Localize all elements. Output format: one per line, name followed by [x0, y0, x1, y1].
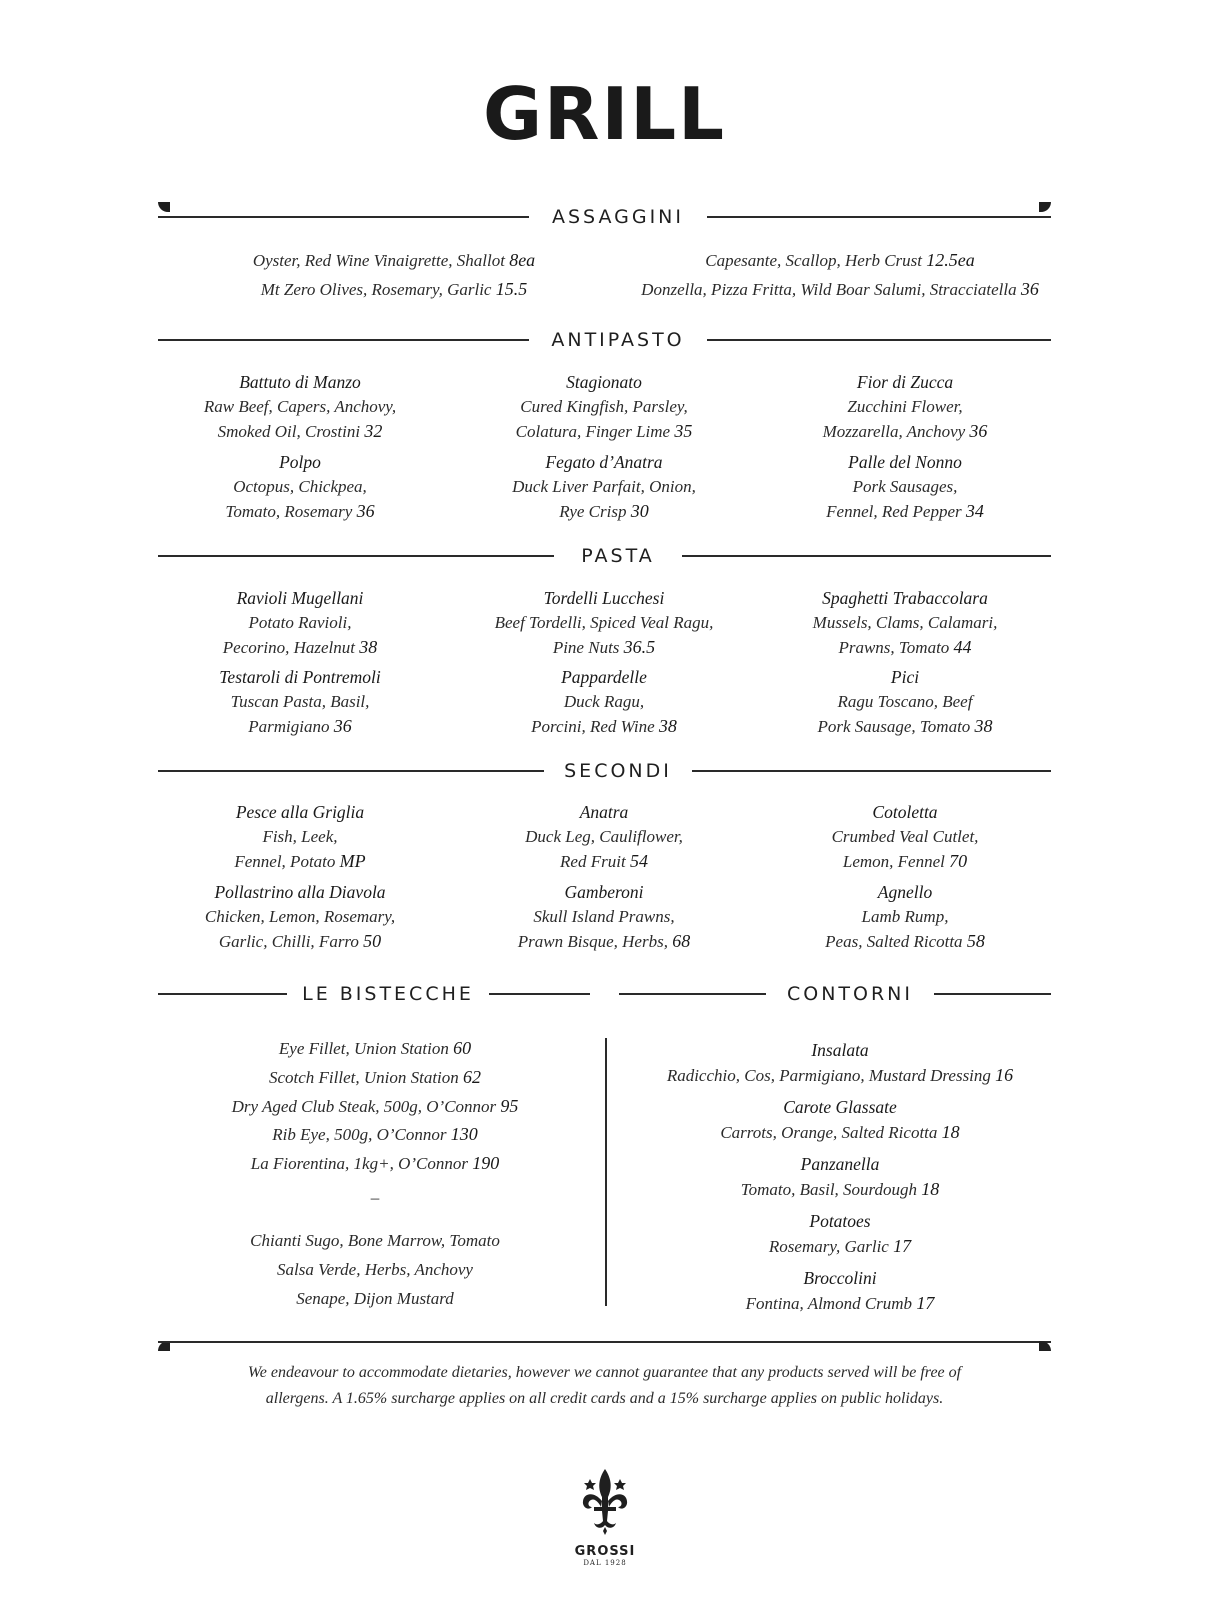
item-desc: Potato Ravioli,	[248, 613, 352, 632]
separator-dash: –	[370, 1188, 380, 1207]
item-desc: Tuscan Pasta, Basil,	[230, 692, 370, 711]
menu-item	[150, 800, 450, 874]
section-heading-bistecche: LE BISTECCHE	[287, 982, 489, 1006]
side-item	[630, 1038, 1050, 1088]
item-desc: Garlic, Chilli, Farro	[218, 932, 359, 951]
item-price: 32	[364, 421, 383, 441]
menu-item	[755, 880, 1055, 954]
item-price: 30	[630, 501, 649, 521]
item-price: 35	[674, 421, 693, 441]
item-desc: Porcini, Red Wine	[531, 717, 655, 736]
section-heading-antipasto: ANTIPASTO	[529, 328, 707, 352]
item-name: Agnello	[877, 882, 933, 902]
item-text: Dry Aged Club Steak, 500g, O’Connor	[231, 1097, 497, 1116]
item-text: Capesante, Scallop, Herb Crust	[705, 251, 922, 270]
item-desc: Fish, Leek,	[262, 827, 338, 846]
item-price: 190	[472, 1153, 500, 1173]
item-text: La Fiorentina, 1kg+, O’Connor	[250, 1154, 468, 1173]
item-desc: Duck Leg, Cauliflower,	[525, 827, 683, 846]
item-desc: Tomato, Basil, Sourdough	[740, 1180, 918, 1199]
footer-note	[200, 1360, 1009, 1412]
item-desc: Rosemary, Garlic	[768, 1237, 889, 1256]
item-name: Pollastrino alla Diavola	[214, 882, 386, 902]
item-desc: Cured Kingfish, Parsley,	[520, 397, 688, 416]
menu-item	[755, 665, 1055, 739]
steak-item	[170, 1094, 580, 1119]
steak-item	[170, 1065, 580, 1090]
item-price: 62	[463, 1067, 482, 1087]
fleur-de-lis-icon	[580, 1467, 630, 1537]
assaggini-item	[184, 277, 604, 302]
item-desc: Pecorino, Hazelnut	[222, 638, 355, 657]
item-desc: Prawns, Tomato	[838, 638, 950, 657]
section-heading-pasta: PASTA	[554, 544, 682, 568]
item-name: Broccolini	[803, 1268, 877, 1288]
item-desc: Octopus, Chickpea,	[233, 477, 367, 496]
item-desc: Parmigiano	[248, 717, 330, 736]
item-price: 36.5	[623, 637, 656, 657]
menu-item	[150, 665, 450, 739]
item-desc: Mozzarella, Anchovy	[822, 422, 966, 441]
item-desc: Duck Ragu,	[563, 692, 645, 711]
item-price: 36	[333, 716, 352, 736]
brand-tagline: DAL 1928	[583, 1559, 627, 1567]
item-desc: Lamb Rump,	[861, 907, 949, 926]
menu-item	[755, 800, 1055, 874]
item-price: 34	[965, 501, 984, 521]
item-name: Fegato d’Anatra	[545, 452, 663, 472]
item-name: Gamberoni	[564, 882, 644, 902]
item-name: Stagionato	[566, 372, 642, 392]
item-name: Testaroli di Pontremoli	[219, 667, 381, 687]
side-item	[630, 1209, 1050, 1259]
item-name: Tordelli Lucchesi	[543, 588, 665, 608]
steak-item	[170, 1122, 580, 1147]
item-desc: Tomato, Rosemary	[225, 502, 353, 521]
item-price: 17	[893, 1236, 912, 1256]
item-desc: Rye Crisp	[559, 502, 627, 521]
item-price: 58	[966, 931, 985, 951]
item-price: MP	[339, 851, 366, 871]
menu-item	[454, 800, 754, 874]
item-price: 130	[450, 1124, 478, 1144]
item-name: Carote Glassate	[783, 1097, 897, 1117]
item-name: Fior di Zucca	[856, 372, 954, 392]
menu-item	[755, 370, 1055, 444]
menu-item	[150, 370, 450, 444]
steak-item	[170, 1036, 580, 1061]
item-desc: Red Fruit	[560, 852, 626, 871]
item-desc: Smoked Oil, Crostini	[217, 422, 361, 441]
item-name: Cotoletta	[872, 802, 938, 822]
item-price: 36	[1020, 279, 1039, 299]
item-desc: Peas, Salted Ricotta	[825, 932, 963, 951]
menu-item	[150, 586, 450, 660]
item-text: Mt Zero Olives, Rosemary, Garlic	[260, 280, 492, 299]
item-name: Battuto di Manzo	[239, 372, 361, 392]
item-name: Ravioli Mugellani	[236, 588, 364, 608]
item-desc: Mussels, Clams, Calamari,	[812, 613, 998, 632]
item-price: 15.5	[495, 279, 528, 299]
item-desc: Skull Island Prawns,	[533, 907, 675, 926]
item-name: Insalata	[811, 1040, 869, 1060]
item-price: 12.5ea	[926, 250, 975, 270]
item-desc: Fennel, Potato	[234, 852, 336, 871]
menu-item	[454, 450, 754, 524]
item-desc: Fontina, Almond Crumb	[745, 1294, 913, 1313]
item-name: Potatoes	[809, 1211, 871, 1231]
item-price: 38	[359, 637, 378, 657]
item-price: 8ea	[509, 250, 536, 270]
side-item	[630, 1266, 1050, 1316]
item-desc: Zucchini Flower,	[847, 397, 963, 416]
item-desc: Pork Sausages,	[852, 477, 958, 496]
section-heading-contorni: CONTORNI	[766, 982, 934, 1006]
item-name: Pappardelle	[561, 667, 647, 687]
column-divider	[605, 1038, 607, 1306]
item-desc: Pine Nuts	[552, 638, 620, 657]
item-price: 54	[629, 851, 648, 871]
menu-item	[454, 586, 754, 660]
footer-line: allergens. A 1.65% surcharge applies on all credit cards and a 15% surcharge applies on public holidays.	[265, 1390, 944, 1407]
sauce-item: Salsa Verde, Herbs, Anchovy	[277, 1260, 473, 1279]
side-item	[630, 1152, 1050, 1202]
item-price: 36	[356, 501, 375, 521]
item-desc: Prawn Bisque, Herbs,	[517, 932, 668, 951]
sauce-item: Chianti Sugo, Bone Marrow, Tomato	[250, 1231, 500, 1250]
page-title: GRILL	[482, 72, 727, 156]
menu-item	[755, 586, 1055, 660]
item-desc: Fennel, Red Pepper	[826, 502, 962, 521]
item-price: 36	[969, 421, 988, 441]
item-desc: Radicchio, Cos, Parmigiano, Mustard Dressing	[666, 1066, 991, 1085]
item-price: 95	[500, 1096, 519, 1116]
item-price: 50	[363, 931, 382, 951]
brand-logo	[570, 1467, 640, 1567]
item-text: Oyster, Red Wine Vinaigrette, Shallot	[252, 251, 505, 270]
item-text: Eye Fillet, Union Station	[278, 1039, 449, 1058]
steak-item	[170, 1151, 580, 1176]
item-desc: Beef Tordelli, Spiced Veal Ragu,	[494, 613, 714, 632]
item-desc: Lemon, Fennel	[842, 852, 945, 871]
item-text: Scotch Fillet, Union Station	[268, 1068, 459, 1087]
item-name: Polpo	[279, 452, 321, 472]
corner-ornament-left	[158, 202, 170, 212]
menu-item	[150, 880, 450, 954]
side-item	[630, 1095, 1050, 1145]
footer-line: We endeavour to accommodate dietaries, however we cannot guarantee that any products served will be free of	[247, 1364, 962, 1381]
item-desc: Crumbed Veal Cutlet,	[831, 827, 979, 846]
item-desc: Duck Liver Parfait, Onion,	[512, 477, 696, 496]
item-text: Donzella, Pizza Fritta, Wild Boar Salumi, Stracciatella	[641, 280, 1017, 299]
item-price: 18	[941, 1122, 960, 1142]
assaggini-item	[184, 248, 604, 273]
item-price: 60	[453, 1038, 472, 1058]
item-desc: Ragu Toscano, Beef	[837, 692, 973, 711]
sauce-item: Senape, Dijon Mustard	[296, 1289, 454, 1308]
item-price: 18	[921, 1179, 940, 1199]
item-desc: Carrots, Orange, Salted Ricotta	[720, 1123, 938, 1142]
item-name: Panzanella	[800, 1154, 880, 1174]
item-name: Anatra	[579, 802, 629, 822]
assaggini-item	[620, 248, 1060, 273]
menu-item	[454, 880, 754, 954]
brand-name: GROSSI	[574, 1544, 636, 1559]
item-text: Rib Eye, 500g, O’Connor	[272, 1125, 447, 1144]
menu-item	[755, 450, 1055, 524]
item-price: 68	[672, 931, 691, 951]
item-desc: Chicken, Lemon, Rosemary,	[204, 907, 396, 926]
item-price: 38	[658, 716, 677, 736]
item-desc: Raw Beef, Capers, Anchovy,	[203, 397, 397, 416]
item-name: Spaghetti Trabaccolara	[822, 588, 988, 608]
assaggini-item	[620, 277, 1060, 302]
item-price: 17	[916, 1293, 935, 1313]
item-price: 70	[949, 851, 968, 871]
item-price: 16	[995, 1065, 1014, 1085]
item-name: Pici	[890, 667, 920, 687]
menu-item	[454, 370, 754, 444]
corner-ornament-right	[1039, 202, 1051, 212]
item-name: Palle del Nonno	[848, 452, 962, 472]
section-rule	[158, 1341, 1051, 1343]
item-price: 44	[953, 637, 972, 657]
section-heading-secondi: SECONDI	[544, 759, 692, 783]
item-name: Pesce alla Griglia	[235, 802, 365, 822]
menu-item	[150, 450, 450, 524]
item-desc: Colatura, Finger Lime	[515, 422, 671, 441]
item-desc: Pork Sausage, Tomato	[817, 717, 971, 736]
menu-item	[454, 665, 754, 739]
item-price: 38	[974, 716, 993, 736]
section-heading-assaggini: ASSAGGINI	[529, 205, 707, 229]
